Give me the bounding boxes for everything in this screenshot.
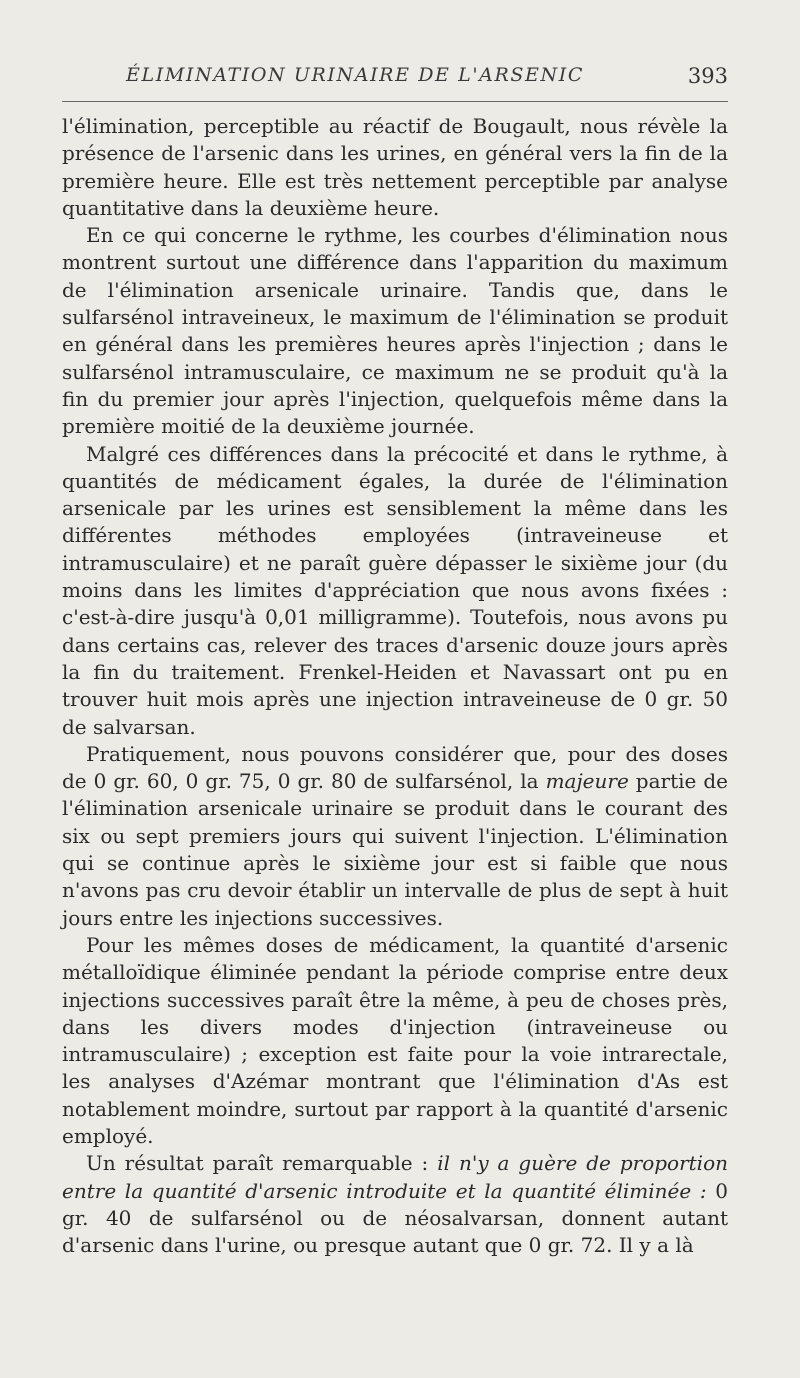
paragraph-3: Malgré ces différences dans la précocité et dans le rythme, à quantités de médicament égales, la durée de l'élimination arsenicale par les urines est sensiblement la même dans les différentes méthodes employées (intraveineuse et intramusculaire) et ne paraît guère dépasser le sixième jour (du moins dans les limites d'appréciation que nous avons fixées : c'est-à-dire jusqu'à 0,01 milligramme). Toutefois, nous avons pu dans certains cas, relever des traces d'arsenic douze jours après la fin du traitement. Frenkel-Heiden et Navassart ont pu en trouver huit mois après une injection intraveineuse de 0 gr. 50 de salvarsan.: [62, 441, 728, 739]
running-title: ÉLIMINATION URINAIRE DE L'ARSENIC: [126, 64, 584, 86]
header-rule: [62, 101, 728, 102]
body-text: [62, 113, 728, 1259]
paragraph-4: [62, 741, 728, 932]
paragraph-2: En ce qui concerne le rythme, les courbes d'élimination nous montrent surtout une différence dans l'apparition du maximum de l'élimination arsenicale urinaire. Tandis que, dans le sulfarsénol intraveineux, le maximum de l'élimination se produit en général dans les premières heures après l'injection ; dans le sulfarsénol intramusculaire, ce maximum ne se produit qu'à la fin du premier jour après l'injection, quelquefois même dans la première moitié de la deuxième journée.: [62, 223, 728, 439]
paragraph-5: Pour les mêmes doses de médicament, la quantité d'arsenic métalloïdique éliminée pendant la période comprise entre deux injections successives paraît être la même, à peu de choses près, dans les divers modes d'injection (intraveineuse ou intramusculaire) ; exception est faite pour la voie intrarectale, les analyses d'Azémar montrant que l'élimination d'As est notablement moindre, surtout par rapport à la quantité d'arsenic employé.: [62, 932, 728, 1148]
paragraph-4-emphasis: majeure: [545, 769, 629, 794]
paragraph-4-end: partie de l'élimination arsenicale urinaire se produit dans le courant des six ou sept premiers jours qui suivent l'injection. L'élimination qui se continue après le sixième jour est si faible que nous n'avons pas cru devoir établir un intervalle de plus de sept à huit jours entre les injections successives.: [62, 769, 728, 930]
running-head: [62, 64, 728, 94]
paragraph-6-emphasis: il n'y a guère de proportion entre la quantité d'arsenic introduite et la quantité éliminée :: [62, 1151, 728, 1203]
paragraph-4-start: Pratiquement, nous pouvons considérer que, pour des doses de 0 gr. 60, 0 gr. 75, 0 gr. 80 de sulfarsénol, la: [62, 741, 728, 794]
page-number: 393: [687, 64, 728, 88]
paragraph-6: [62, 1150, 728, 1259]
paragraph-6-end: 0 gr. 40 de sulfarsénol ou de néosalvarsan, donnent autant d'arsenic dans l'urine, ou presque autant que 0 gr. 72. Il y a là: [62, 1178, 728, 1258]
paragraph-6-start: Un résultat paraît remarquable :: [86, 1151, 438, 1176]
paragraph-1: l'élimination, perceptible au réactif de Bougault, nous révèle la présence de l'arsenic dans les urines, en général vers la fin de la première heure. Elle est très nettement perceptible par analyse quantitative dans la deuxième heure.: [62, 114, 728, 220]
